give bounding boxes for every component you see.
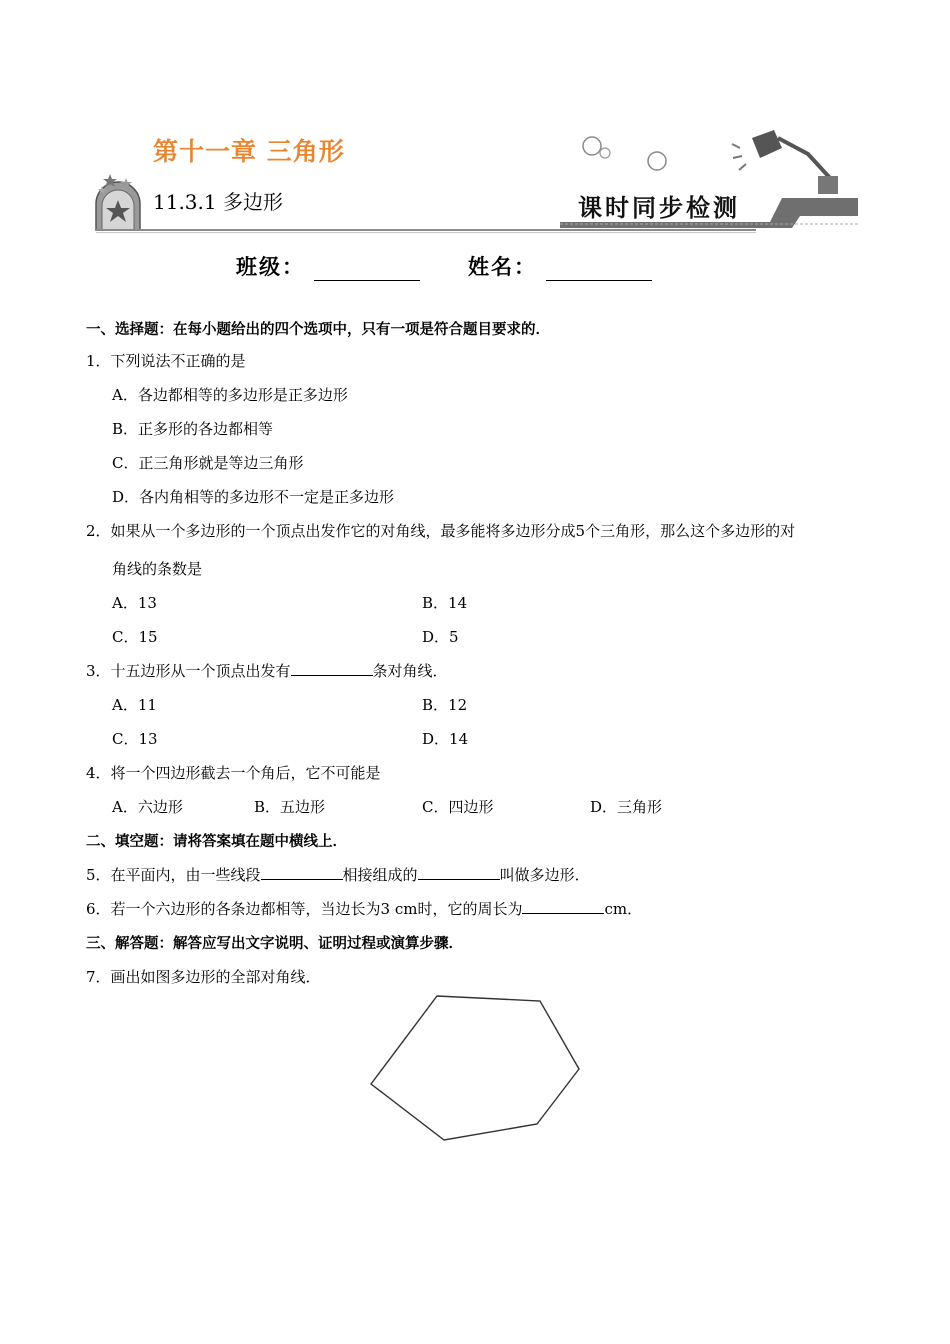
question-7: 7．画出如图多边形的全部对角线． (86, 968, 321, 986)
question-5-blank-1[interactable] (261, 865, 343, 880)
question-5-mid: 相接组成的 (342, 866, 418, 884)
option-3d: D．14 (422, 730, 469, 748)
class-blank[interactable] (314, 260, 420, 281)
question-6-pre: 6．若一个六边形的各条边都相等，当边长为3 cm时，它的周长为 (86, 900, 523, 918)
header-rule (96, 229, 756, 231)
section-heading-solve: 三、解答题：解答应写出文字说明、证明过程或演算步骤． (86, 936, 463, 952)
option-4d: D．三角形 (590, 798, 663, 816)
option-2d: D．5 (422, 628, 459, 646)
question-5-post: 叫做多边形． (499, 866, 590, 884)
name-blank[interactable] (546, 260, 652, 281)
section-title: 11.3.1 多边形 (153, 190, 283, 214)
name-field (468, 251, 652, 281)
question-6-post: cm． (604, 900, 643, 918)
option-3a: A．11 (112, 696, 157, 714)
option-4a: A．六边形 (112, 798, 183, 816)
question-5 (86, 864, 590, 885)
hexagon-outline (371, 996, 579, 1140)
option-1b: B．正多形的各边都相等 (112, 420, 274, 438)
star-badge-icon (90, 168, 154, 234)
class-label: 班级： (236, 254, 305, 279)
header-rule-thin (96, 232, 756, 233)
section-heading-fill: 二、填空题：请将答案填在题中横线上． (86, 834, 347, 850)
question-4: 4．将一个四边形截去一个角后，它不可能是 (86, 764, 381, 782)
class-field (236, 251, 420, 281)
desk-lamp-icon (730, 128, 840, 200)
option-4c: C．四边形 (422, 798, 494, 816)
option-3b: B．12 (422, 696, 468, 714)
option-3c: C．13 (112, 730, 158, 748)
option-2c: C．15 (112, 628, 158, 646)
question-6-blank[interactable] (522, 899, 604, 914)
option-2b: B．14 (422, 594, 468, 612)
question-5-blank-2[interactable] (418, 865, 500, 880)
question-6 (86, 898, 642, 919)
section-heading-choice: 一、选择题：在每小题给出的四个选项中，只有一项是符合题目要求的． (86, 322, 550, 338)
question-1: 1．下列说法不正确的是 (86, 352, 246, 370)
question-3-blank[interactable] (291, 661, 373, 676)
question-2: 2．如果从一个多边形的一个顶点出发作它的对角线，最多能将多边形分成5个三角形，那么这个多边形的对 (86, 522, 796, 540)
question-2-cont: 角线的条数是 (112, 560, 203, 578)
option-1c: C．正三角形就是等边三角形 (112, 454, 304, 472)
option-2a: A．13 (112, 594, 157, 612)
chapter-title: 第十一章 三角形 (153, 137, 345, 166)
option-4b: B．五边形 (254, 798, 326, 816)
question-3-post: 条对角线． (372, 662, 448, 680)
question-5-pre: 5．在平面内，由一些线段 (86, 866, 261, 884)
option-1d: D．各内角相等的多边形不一定是正多边形 (112, 488, 395, 506)
hexagon-figure (360, 985, 590, 1150)
banner-title: 课时同步检测 (578, 193, 740, 222)
question-3-pre: 3．十五边形从一个顶点出发有 (86, 662, 291, 680)
question-3 (86, 660, 448, 681)
name-label: 姓名： (468, 254, 537, 279)
option-1a: A．各边都相等的多边形是正多边形 (112, 386, 348, 404)
